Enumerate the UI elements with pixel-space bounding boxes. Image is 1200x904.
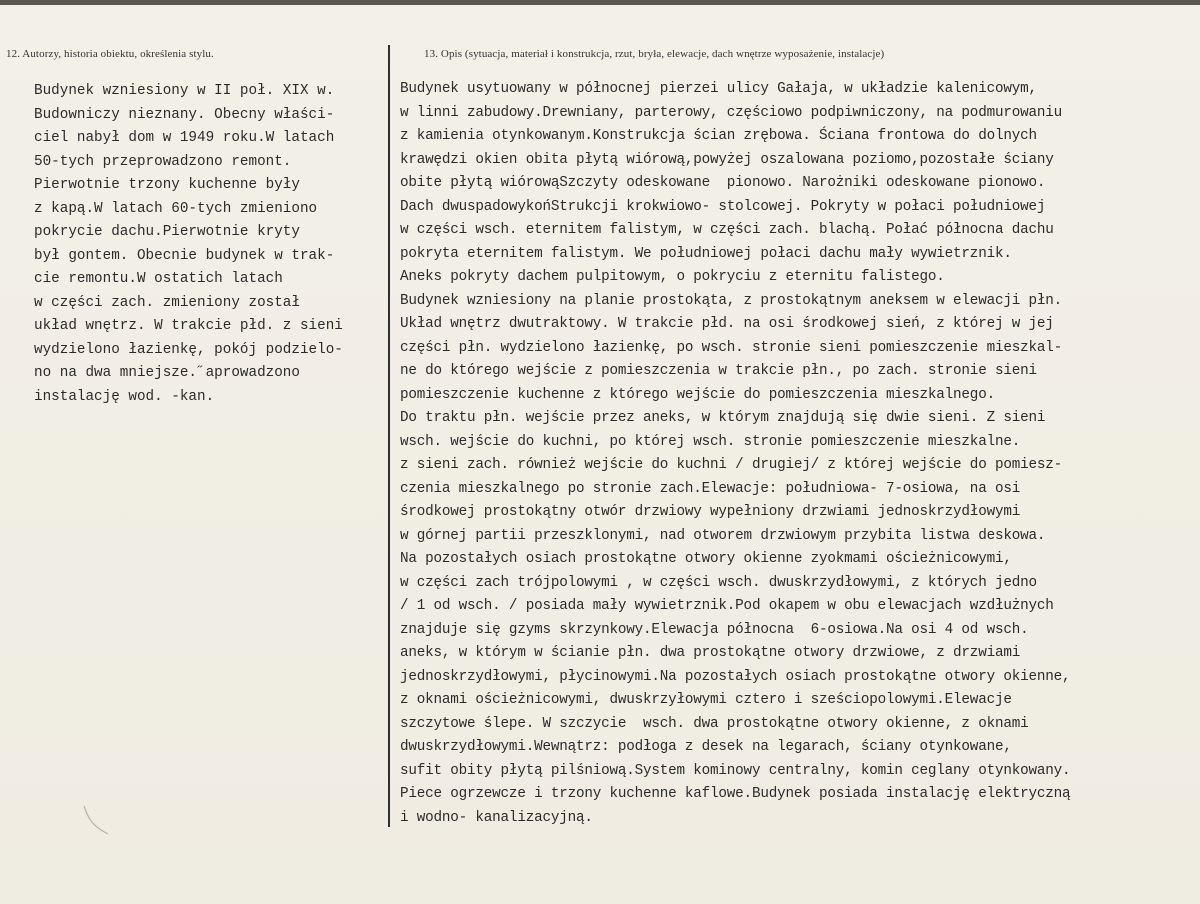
text-line: ne do którego wejście z pomieszczenia w trakcie płn., po zach. stronie sieni [400,363,1037,379]
text-line: z kapą.W latach 60-tych zmieniono [34,200,318,217]
text-line: / 1 od wsch. / posiada mały wywietrznik.Pod okapem w obu elewacjach wzdłużnych [400,598,1054,614]
text-line: instalację wod. -kan. [34,388,215,405]
text-line: z kamienia otynkowanym.Konstrukcja ścian zrębowa. Ściana frontowa do dolnych [400,128,1037,144]
text-line: w części wsch. eternitem falistym, w części zach. blachą. Połać północna dachu [400,222,1054,238]
text-line: pokryta eternitem falistym. We południowej połaci dachu mały wywietrznik. [400,245,1012,262]
text-line: jednoskrzydłowymi, płycinowymi.Na pozostałych osiach prostokątne otwory okienne, [400,668,1071,685]
text-line: obite płytą wiórowąSzczyty odeskowane pionowo. Narożniki odeskowane pionowo. [400,175,1046,191]
text-line: krawędzi okien obita płytą wiórową,powyżej oszalowana poziomo,pozostałe ściany [400,151,1054,168]
text-line: z sieni zach. również wejście do kuchni / drugiej/ z której wejście do pomiesz- [400,457,1062,473]
text-line: znajduje się gzyms skrzynkowy.Elewacja północna 6-osiowa.Na osi 4 od wsch. [400,621,1029,638]
text-line: Budynek wzniesiony na planie prostokąta, z prostokątnym aneksem w elewacji płn. [400,292,1062,309]
text-line: wydzielono łazienkę, pokój podzielo- [34,341,343,358]
text-line: Na pozostałych osiach prostokątne otwory okienne zyokmami ościeżnicowymi, [400,551,1012,567]
text-line: środkowej prostokątny otwór drzwiowy wypełniony drzwiami jednoskrzydłowymi [400,504,1021,520]
text-line: był gontem. Obecnie budynek w trak- [34,247,335,264]
text-line: Budowniczy nieznany. Obecny właści- [34,106,335,123]
pencil-mark [78,800,118,840]
text-line: z oknami ościeżnicowymi, dwuskrzyłowymi cztero i sześciopolowymi.Elewacje [400,692,1012,708]
text-line: układ wnętrz. W trakcie płd. z sieni [34,318,343,334]
text-line: w górnej partii przeszklonymi, nad otworem drzwiowym przybita listwa deskowa. [400,527,1046,544]
text-line: części płn. wydzielono łazienkę, po wsch. stronie sieni pomieszczenie mieszkal- [400,339,1062,356]
text-line: dwuskrzydłowymi.Wewnątrz: podłoga z desek na legarach, ściany otynkowane, [400,739,1012,755]
text-line: 50-tych przeprowadzono remont. [34,153,292,170]
text-line: w części zach. zmieniony został [34,294,300,311]
text-line: no na dwa mniejsze.˝aprowadzono [34,365,300,381]
section-13-header: 13. Opis (sytuacja, materiał i konstrukcja, rzut, bryła, elewacje, dach wnętrze wyposażenie, instalacje) [424,48,885,60]
text-line: Pierwotnie trzony kuchenne były [34,177,300,193]
text-line: Budynek wzniesiony w II poł. XIX w. [34,83,335,99]
text-line: Budynek usytuowany w północnej pierzei ulicy Gałaja, w układzie kalenicowym, [400,81,1037,97]
text-line: pomieszczenie kuchenne z którego wejście do pomieszczenia mieszkalnego. [400,386,995,403]
text-line: szczytowe ślepe. W szczycie wsch. dwa prostokątne otwory okienne, z oknami [400,715,1029,732]
scan-top-edge [0,0,1200,5]
text-line: aneks, w którym w ścianie płn. dwa prostokątne otwory drzwiowe, z drzwiami [400,645,1021,661]
text-line: w linni zabudowy.Drewniany, parterowy, częściowo podpiwniczony, na podmurowaniu [400,104,1062,121]
text-line: w części zach trójpolowymi , w części wsch. dwuskrzydłowymi, z których jedno [400,574,1037,591]
text-line: pokrycie dachu.Pierwotnie kryty [34,224,300,240]
section-12-header: 12. Autorzy, historia obiektu, określenia stylu. [6,48,214,60]
description-text [400,78,1070,830]
text-line: ciel nabył dom w 1949 roku.W latach [34,130,335,146]
text-line: wsch. wejście do kuchni, po której wsch. stronie pomieszczenie mieszkalne. [400,433,1021,450]
text-line: czenia mieszkalnego po stronie zach.Elewacje: południowa- 7-osiowa, na osi [400,480,1021,497]
text-line: sufit obity płytą pilśniową.System kominowy centralny, komin ceglany otynkowany. [400,762,1071,779]
text-line: Układ wnętrz dwutraktowy. W trakcie płd. na osi środkowej sień, z której w jej [400,316,1054,332]
text-line: Aneks pokryty dachem pulpitowym, o pokryciu z eternitu falistego. [400,269,945,285]
text-line: Do traktu płn. wejście przez aneks, w którym znajdują się dwie sieni. Z sieni [400,410,1046,426]
column-divider [388,45,390,827]
text-line: cie remontu.W ostatich latach [34,271,283,287]
history-text [34,80,343,409]
text-line: Dach dwuspadowykońStrukcji krokwiowo- stolcowej. Pokryty w połaci południowej [400,198,1046,215]
text-line: i wodno- kanalizacyjną. [400,809,593,826]
text-line: Piece ogrzewcze i trzony kuchenne kaflowe.Budynek posiada instalację elektryczną [400,786,1071,802]
